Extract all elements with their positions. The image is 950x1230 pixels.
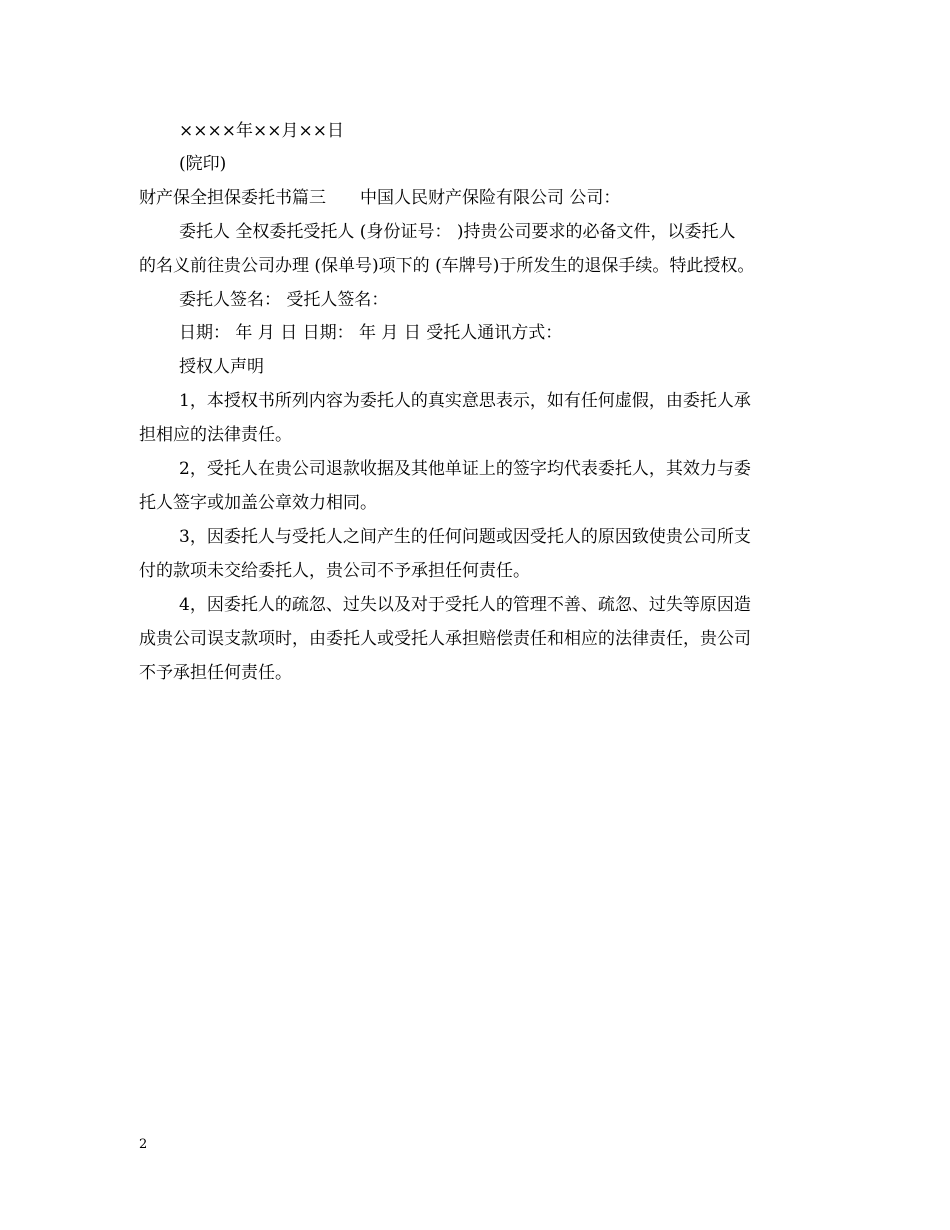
court-seal-note: (院印) (179, 154, 227, 174)
declaration-item-line: 2，受托人在贵公司退款收据及其他单证上的签字均代表委托人，其效力与委 (179, 459, 751, 479)
declaration-item-line: 1，本授权书所列内容为委托人的真实意思表示，如有任何虚假，由委托人承 (179, 391, 751, 411)
declaration-item-line: 4，因委托人的疏忽、过失以及对于受托人的管理不善、疏忽、过失等原因造 (179, 595, 751, 615)
declaration-title: 授权人声明 (179, 357, 264, 377)
date-line: ××××年××月××日 (179, 121, 344, 141)
page-number: 2 (139, 1137, 148, 1152)
declaration-item-line: 付的款项未交给委托人，贵公司不予承担任何责任。 (139, 561, 530, 581)
declaration-item-line: 成贵公司误支款项时，由委托人或受托人承担赔偿责任和相应的法律责任，贵公司 (139, 629, 751, 649)
signature-line: 委托人签名： 受托人签名： (179, 290, 389, 310)
declaration-item-line: 担相应的法律责任。 (139, 425, 292, 445)
section-heading: 财产保全担保委托书篇三 中国人民财产保险有限公司 公司： (139, 188, 621, 208)
declaration-item-line: 不予承担任何责任。 (139, 663, 292, 683)
body-paragraph-line: 的名义前往贵公司办理 (保单号)项下的 (车牌号)于所发生的退保手续。特此授权。 (139, 256, 755, 276)
dates-line: 日期： 年 月 日 日期： 年 月 日 受托人通讯方式： (179, 323, 563, 343)
declaration-item-line: 托人签字或加盖公章效力相同。 (139, 493, 377, 513)
declaration-item-line: 3，因委托人与受托人之间产生的任何问题或因受托人的原因致使贵公司所支 (179, 527, 751, 547)
body-paragraph-line: 委托人 全权委托受托人 (身份证号： )持贵公司要求的必备文件，以委托人 (179, 222, 736, 242)
